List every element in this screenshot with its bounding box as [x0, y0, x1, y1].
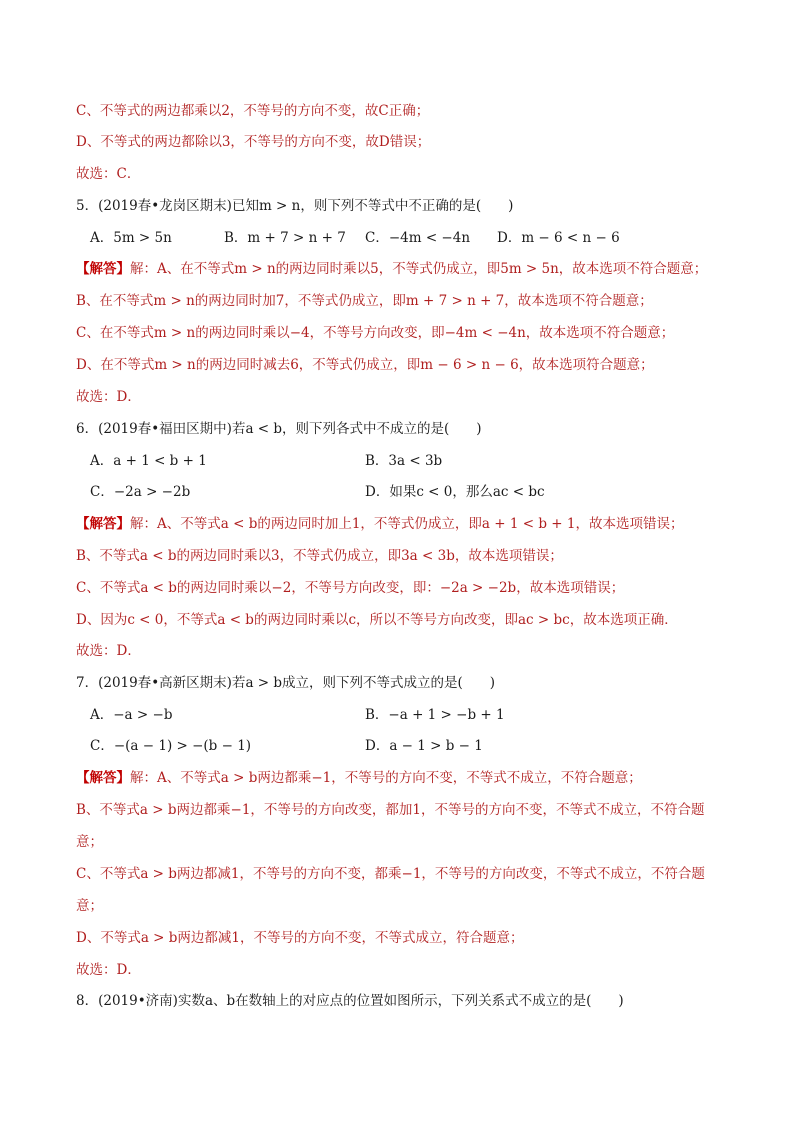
q6-option-c: C．−2a > −2b [90, 484, 191, 500]
q6-option-d: D．如果c < 0，那么ac < bc [365, 484, 545, 500]
q7-solution-c-cont: 意； [76, 898, 103, 914]
q6-solution-b: B、不等式a < b的两边同时乘以3，不等式仍成立，即3a < 3b，故本选项错误； [76, 548, 563, 564]
q6-solution-d: D、因为c < 0，不等式a < b的两边同时乘以c，所以不等号方向改变，即ac > bc，故本选项正确． [76, 612, 678, 628]
q5-option-c: C．−4m < −4n [365, 230, 471, 246]
q6-solution-a: 【解答】解：A、不等式a < b的两边同时加上1，不等式仍成立，即a + 1 < b + 1，故本选项错误； [76, 516, 684, 532]
q5-solution-b: B、在不等式m > n的两边同时加7，不等式仍成立，即m + 7 > n + 7，故本选项不符合题意； [76, 293, 653, 309]
q5-stem: 5．(2019春•龙岗区期末)已知m > n，则下列不等式中不正确的是( ) [76, 198, 514, 214]
q8-stem: 8．(2019•济南)实数a、b在数轴上的对应点的位置如图所示，下列关系式不成立的是( ) [76, 993, 624, 1009]
answer-tag: 【解答】 [76, 516, 130, 532]
q6-stem: 6．(2019春•福田区期中)若a < b，则下列各式中不成立的是( ) [76, 421, 482, 437]
q4-solution-c: C、不等式的两边都乘以2，不等号的方向不变，故C正确； [76, 103, 430, 119]
q5-option-d: D．m − 6 < n − 6 [497, 230, 620, 246]
q7-option-a: A．−a > −b [90, 707, 173, 723]
answer-tag: 【解答】 [76, 261, 130, 277]
q6-answer: 故选：D． [76, 643, 141, 659]
q7-solution-c: C、不等式a > b两边都减1，不等号的方向不变，都乘−1，不等号的方向改变，不等式不成立，不符合题 [76, 866, 705, 882]
q5-option-a: A．5m > 5n [90, 230, 172, 246]
q5-solution-c: C、在不等式m > n的两边同时乘以−4，不等号方向改变，即−4m < −4n，故本选项不符合题意； [76, 325, 675, 341]
q6-option-a: A．a + 1 < b + 1 [90, 453, 207, 469]
q5-answer: 故选：D． [76, 389, 141, 405]
q5-solution-d: D、在不等式m > n的两边同时减去6，不等式仍成立，即m − 6 > n − 6，故本选项符合题意； [76, 357, 654, 373]
q4-answer: 故选：C． [76, 166, 141, 182]
q6-solution-c: C、不等式a < b的两边同时乘以−2，不等号方向改变，即：−2a > −2b，故本选项错误； [76, 580, 625, 596]
q7-option-c: C．−(a − 1) > −(b − 1) [90, 738, 252, 754]
answer-tag: 【解答】 [76, 770, 130, 786]
q7-solution-d: D、不等式a > b两边都减1，不等号的方向不变，不等式成立，符合题意； [76, 930, 524, 946]
q4-solution-d: D、不等式的两边都除以3，不等号的方向不变，故D错误； [76, 134, 431, 150]
q7-stem: 7．(2019春•高新区期末)若a > b成立，则下列不等式成立的是( ) [76, 675, 496, 691]
q6-option-b: B．3a < 3b [365, 453, 443, 469]
q5-option-b: B．m + 7 > n + 7 [224, 230, 346, 246]
q7-solution-a: 【解答】解：A、不等式a > b两边都乘−1，不等号的方向不变，不等式不成立，不符合题意； [76, 770, 642, 786]
q7-solution-b: B、不等式a > b两边都乘−1，不等号的方向改变，都加1，不等号的方向不变，不等式不成立，不符合题 [76, 802, 705, 818]
q7-solution-b-cont: 意； [76, 834, 103, 850]
q5-solution-a: 【解答】解：A、在不等式m > n的两边同时乘以5，不等式仍成立，即5m > 5n，故本选项不符合题意； [76, 261, 708, 277]
q7-option-b: B．−a + 1 > −b + 1 [365, 707, 505, 723]
q7-option-d: D．a − 1 > b − 1 [365, 738, 483, 754]
q7-answer: 故选：D． [76, 962, 141, 978]
